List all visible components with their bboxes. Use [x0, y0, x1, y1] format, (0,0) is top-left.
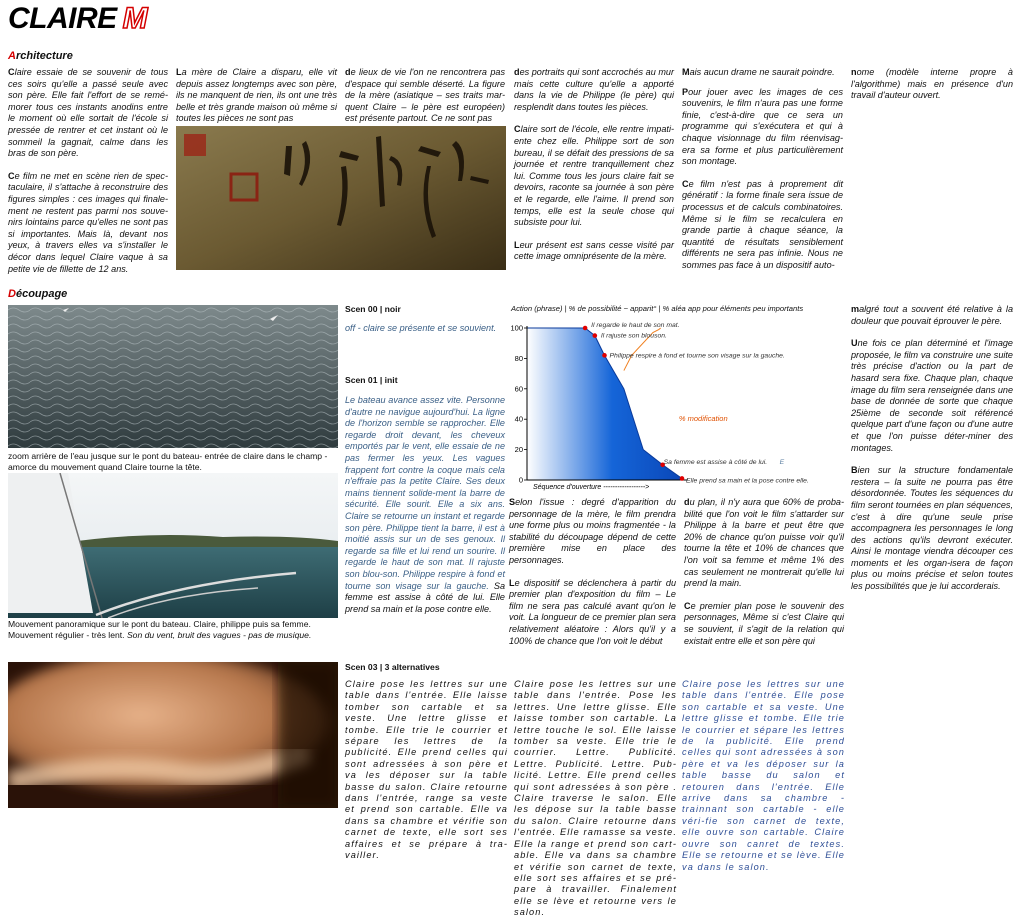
scene-01-label: Scen 01 | init [345, 375, 398, 385]
scene-03-label: Scen 03 | 3 alternatives [345, 662, 440, 672]
paragraph: Claire sort de l'école, elle rentre impati-ente chez elle. Philippe sort de son bureau, il se défait des pressions de sa journée et rentre tranquillement chez lui. Comme tous les jours claire fait se devoirs, raconte sa journée à son père et le regarde, elle l'aime. Il prend son temps, elle est la seule chose qui subsiste pour lui. [514, 124, 674, 228]
y-tick-label: 60 [514, 384, 523, 394]
decoupage-mid-col-2 [684, 497, 844, 658]
e-marker: E [779, 458, 785, 466]
scene-01-text: Le bateau avance assez vite. Personne d'autre ne navigue aujourd'hui. La ligne de l'horizon semble se rapprocher. Elle regarde droit devant, les cheveux emportés par le vent, elle essaie de ne pas fermer les yeux. Les vagues frappent fort contre la coque mais cela n'effraie pas la petite Claire. Ses deux mains tiennent solide-ment la barre de sécurité. Elle sourit. Elle a six ans. Claire se retourne un instant et regarde son père. Philippe tient la barre, il est à moitié assis sur un de ses genoux. Il regarde sa fille et lui rend un sourire. Il regarde le haut de son mat. Il rajuste son blou-son. Philippe respire à fond et tourne son visage sur la gauche. Sa femme est assise à côté de lui. Elle prend sa main et la pose contre elle. [345, 395, 505, 614]
scene-00-text: off - claire se présente et se souvient. [345, 323, 497, 333]
paragraph: Pour jouer avec les images de ces souvenirs, le film n'aura pas une forme finie, c'est-à-dire que ce sera un programme qui s'exécutera et qui à chaque visionnage du film réenvisag-era sa forme et plus particulièrement son montage. [682, 86, 843, 167]
paragraph: Ce film n'est pas à proprement dit génératif : la forme finale sera issue de processus et de calculs combinatoires. Même si le film se recalculera en grande partie à chaque séance, la quantité de résultats sensiblement différents ne sera pas infinie. Nous ne sommes pas face à un dispositif auto- [682, 178, 843, 270]
data-point [680, 476, 685, 481]
alternative-2: Claire pose les lettres sur une table dans l'entrée. Pose les lettres. Une lettre glisse. Elle laisse tomber son cartable. La lettre touche le sol. Elle laisse tomber sa veste. Elle trie le courrier. Lettre. Publicité. Lettre. Publicité. Lettre. Pub-licité. Lettre. Elle prend celles qui sont adressées à son père . Claire traverse le salon. Elle les dépose sur la table basse du salon. Claire retourne dans l'entrée. Elle ramasse sa veste. Elle la range et prend son cart-able. Elle va dans sa chambre et vérifie son carnet de texte, elle sort ses affaires et se pré-pare à travailler. Finalement elle se lève et retourne vers le salon. [514, 679, 677, 918]
scene-00-label: Scen 00 | noir [345, 304, 401, 314]
y-tick-label: 100 [510, 323, 523, 333]
paragraph: Bien sur la structure fondamentale restera – la suite ne pourra pas être désordonnée. Toutes les séquences du film seront tournées en plan séquences, c'est à dire qu'une seule prise accompagnera les personnages le long des actions qu'ils devront exécuter. Ainsi le montage viendra découper ces moments et les organ-isera de façon plus ou moins précise et selon toutes les possibilités que je lui accorderais. [851, 465, 1013, 592]
paragraph: malgré tout a souvent été relative à la douleur que pouvait éprouver le père. [851, 304, 1013, 326]
alternative-1: Claire pose les lettres sur une table dans l'entrée. Elle laisse tomber son cartable et sa veste. Une lettre glisse et tombe. Elle trie le courrier et sépare les lettres de la publicité. Elle prend celles qui sont adressées à son père et va les déposer sur la table basse du salon. Claire retourne dans l'entrée, range sa veste et prend son cartable. Elle va dans sa chambre et vérifie son carnet de texte, elle sort ses affaires et se prépare à tra-vailler. [345, 679, 508, 861]
decoupage-mid-col-1 [509, 497, 676, 658]
data-point-label: Sa femme est assise à côté de lui. [663, 458, 768, 466]
random-series-label: % modification [678, 414, 728, 424]
paragraph: Le dispositif se déclenchera à partir du premier plan d'exposition du film – Le film ne sera pas calculé avant qu'on le voit. La longueur de ce premier plan sera relativement aléatoire : Alors qu'il y a 100% de chance que l'on voit le début [509, 577, 676, 646]
data-point-label: Philippe respire à fond et tourne son visage sur la gauche. [609, 352, 785, 360]
paragraph: Ce premier plan pose le souvenir des personnages, Même si c'est Claire qui se souvient, il s'agit de la relation qui existait entre elle et son père qui [684, 600, 844, 646]
architecture-col-3 [345, 67, 505, 125]
y-tick-label: 20 [514, 445, 523, 455]
decoupage-right-col [851, 304, 1013, 604]
paragraph: La mère de Claire a disparu, elle vit depuis assez longtemps avec son père, ils ne manquent de rien, ils ont une très belle et très grande maison où même si toutes les pièces ne sont pas [176, 67, 337, 124]
paragraph: nome (modèle interne propre à l'algorithme) mais en présence d'un travail d'auteur ouvert. [851, 67, 1013, 101]
paragraph: Mais aucun drame ne saurait poindre. [682, 67, 835, 77]
boat-photo [8, 473, 338, 618]
data-point [593, 333, 598, 338]
water-photo [8, 305, 338, 448]
y-tick-label: 0 [518, 475, 523, 485]
paragraph: Leur présent est sans cesse visité par cette image omniprésente de la mère. [514, 239, 674, 262]
architecture-col-6 [851, 67, 1013, 113]
architecture-col-1 [8, 67, 168, 286]
paragraph: de lieux de vie l'on ne rencontrera pas d'espace qui semble déserté. La figure de la mère (asiatique – ses traits mar-quent Claire – le père est européen) est présente partout. Ce ne sont pas [345, 67, 505, 124]
y-tick-label: 40 [514, 414, 523, 424]
caption-shot-1: zoom arrière de l'eau jusque sur le pont du bateau- entrée de claire dans le champ - amorce du mouvement quand Claire tourne la tête. [8, 451, 328, 472]
alternative-3: Claire pose les lettres sur une table dans l'entrée. Elle pose son cartable et sa veste. Une lettre glisse et tombe. Elle trie le courrier et sépare les lettres de la publicité. Elle prend celles qui sont adressées à son père et va les déposer sur la table basse du salon et retouren dans l'entrée. Elle arrive dans sa chambre - trainnant son cartable - elle véri-fie son carnet de texte, elle ouvre son cartable. Claire ouvre son canret de textes. Elle se retourne et se lève. Elle va dans le salon. [682, 679, 845, 872]
architecture-col-4 [514, 67, 674, 274]
paragraph: Claire essaie de se souvenir de tous ces soirs qu'elle a passé seule avec son père. Elle fait l'effort de se remé-morer tous ces instants anodins entre le moment où elle sortait de l'école si pressée de rentrer et cet instant où le sommeil la gagnait, calme dans les bras de son père. [8, 67, 168, 159]
architecture-col-5 [682, 67, 843, 283]
section-heading-decoupage: Découpage [8, 288, 68, 300]
data-point-label: Elle prend sa main et la pose contre elle. [686, 477, 809, 485]
caption-shot-2: Mouvement panoramique sur le pont du bateau. Claire, philippe puis sa femme. Mouvement régulier - très lent. Son du vent, bruit des vagues - pas de musique. [8, 619, 312, 640]
data-point [583, 326, 588, 331]
data-point-label: Il rajuste son blouson. [600, 332, 667, 340]
area-series [527, 328, 682, 480]
hand-photo [8, 662, 338, 808]
chart-header: Action (phrase) | % de possibilité ~ apparit° | % aléa app pour éléments peu importants [511, 304, 804, 313]
y-tick-label: 80 [514, 353, 523, 363]
calligraphy-image [176, 126, 506, 270]
probability-chart [505, 316, 845, 492]
section-heading-architecture: Architecture [8, 50, 73, 62]
paragraph: Selon l'issue : degré d'apparition du personnage de la mère, le film prendra une forme plus ou moins fragmentée - la stabilité du découpage dépend de cette première mise en place des personnages. [509, 497, 676, 565]
x-axis-label: Séquence d'ouverture ------------------> [533, 484, 650, 491]
data-point-label: Il regarde le haut de son mat. [591, 322, 680, 329]
paragraph: des portraits qui sont accrochés au mur mais cette culture qu'elle a apporté dans la vie de Philippe (le père) qui resplendit dans toutes les pièces. [514, 67, 674, 112]
data-point [602, 353, 607, 358]
page-title: CLAIRE M [8, 2, 148, 35]
paragraph: Ce film ne met en scène rien de spec-taculaire, il s'attache à reconstruire des figures simples : ces images qui finale-ment ne restent pas parmi nos souve-nirs lointains parce qu'elles ne sont pas si importantes. Mais là, devant nos yeux, à travers elles va s'installer le décor dans lequel Claire vaque à sa petite vie de fillette de 12 ans. [8, 170, 168, 274]
paragraph: Une fois ce plan déterminé et l'image proposée, le film va construire une suite très précise d'action ou la part de hasard sera fixe. Chaque plan, chaque image du film sera renseignée dans une base de donnée de sorte que chaque 25ième de seconde soit référencé quelque part d'une façon ou d'une autre et que l'on puisse déter-miner des montages. [851, 338, 1013, 453]
paragraph: du plan, il n'y aura que 60% de proba-bilité que l'on voit le film s'attarder sur Philippe à la barre et peut être que 20% de chance qu'on puisse voir qu'il tourne la tête et 10% de chances que l'on voit sa femme et même 1% des cas seulement ne montrerait qu'elle lui prend la main. [684, 497, 844, 589]
